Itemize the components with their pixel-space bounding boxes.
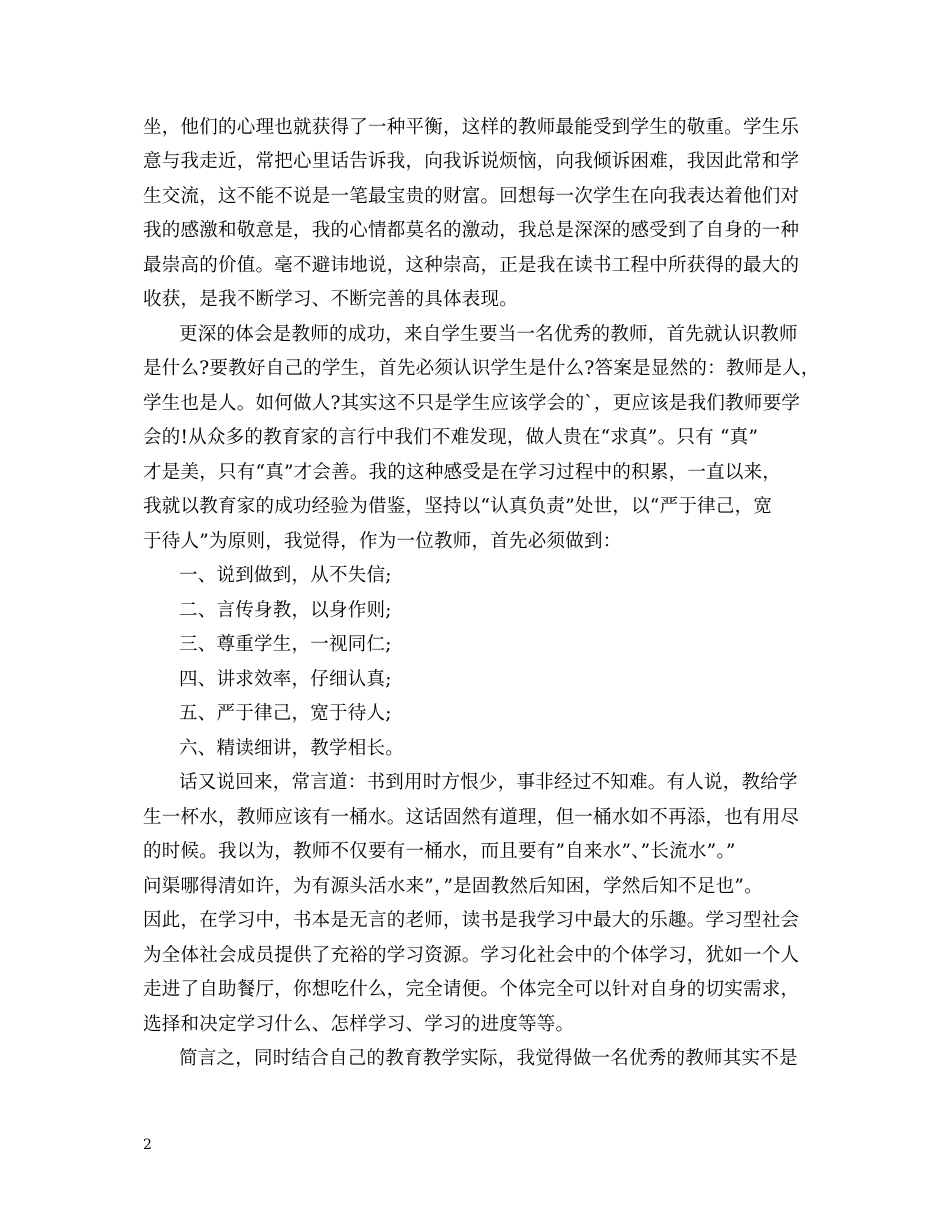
text-line: 才是美，只有“真”才会善。我的这种感受是在学习过程中的积累，一直以来， [143,462,782,483]
list-item: 五、严于律己，宽于待人; [179,703,392,724]
text-line: 是什么?要教好自己的学生，首先必须认识学生是什么?答案是显然的：教师是人， [143,358,820,379]
text-line: 的时候。我以为，教师不仅要有一桶水，而且要有”自来水”、”长流水”。” [143,841,736,862]
text-line: 生交流，这不能不说是一笔最宝贵的财富。回想每一次学生在向我表达着他们对 [143,186,800,207]
paragraph-first-line: 简言之，同时结合自己的教育教学实际，我觉得做一名优秀的教师其实不是 [179,1048,798,1069]
text-line: 为全体社会成员提供了充裕的学习资源。学习化社会中的个体学习，犹如一个人 [143,945,800,966]
text-line: 走进了自助餐厅，你想吃什么，完全请便。个体完全可以针对自身的切实需求， [143,979,800,1000]
text-line: 问渠哪得清如许，为有源头活水来”，”是固教然后知困，学然后知不足也”。 [143,876,763,897]
paragraph-first-line: 话又说回来，常言道：书到用时方恨少，事非经过不知难。有人说，教给学 [179,772,798,793]
list-item: 二、言传身教，以身作则; [179,600,392,621]
text-line: 最崇高的价值。毫不避讳地说，这种崇高，正是我在读书工程中所获得的最大的 [143,255,800,276]
text-line: 意与我走近，常把心里话告诉我，向我诉说烦恼，向我倾诉困难，我因此常和学 [143,151,800,172]
text-line: 选择和决定学习什么、怎样学习、学习的进度等等。 [143,1014,575,1035]
text-line: 坐，他们的心理也就获得了一种平衡，这样的教师最能受到学生的敬重。学生乐 [143,117,800,138]
text-line: 我的感激和敬意是，我的心情都莫名的激动，我总是深深的感受到了自身的一种 [143,220,800,241]
list-item: 六、精读细讲，教学相长。 [179,738,405,759]
text-line: 会的!从众多的教育家的言行中我们不难发现，做人贵在“求真”。只有 “真” [143,427,759,448]
text-line: 学生也是人。如何做人?其实这不只是学生应该学会的`，更应该是我们教师要学 [143,393,801,414]
text-line: 我就以教育家的成功经验为借鉴，坚持以“认真负责”处世，以“严于律己，宽 [143,496,773,517]
list-item: 一、说到做到，从不失信; [179,565,392,586]
page-number: 2 [143,1137,152,1153]
text-line: 收获，是我不断学习、不断完善的具体表现。 [143,289,519,310]
text-line: 生一杯水，教师应该有一桶水。这话固然有道理，但一桶水如不再添，也有用尽 [143,807,800,828]
list-item: 四、讲求效率，仔细认真; [179,669,392,690]
paragraph-first-line: 更深的体会是教师的成功，来自学生要当一名优秀的教师，首先就认识教师 [179,324,798,345]
text-line: 因此，在学习中，书本是无言的老师，读书是我学习中最大的乐趣。学习型社会 [143,910,800,931]
list-item: 三、尊重学生，一视同仁; [179,634,392,655]
text-line: 于待人”为原则，我觉得，作为一位教师，首先必须做到： [143,531,622,552]
